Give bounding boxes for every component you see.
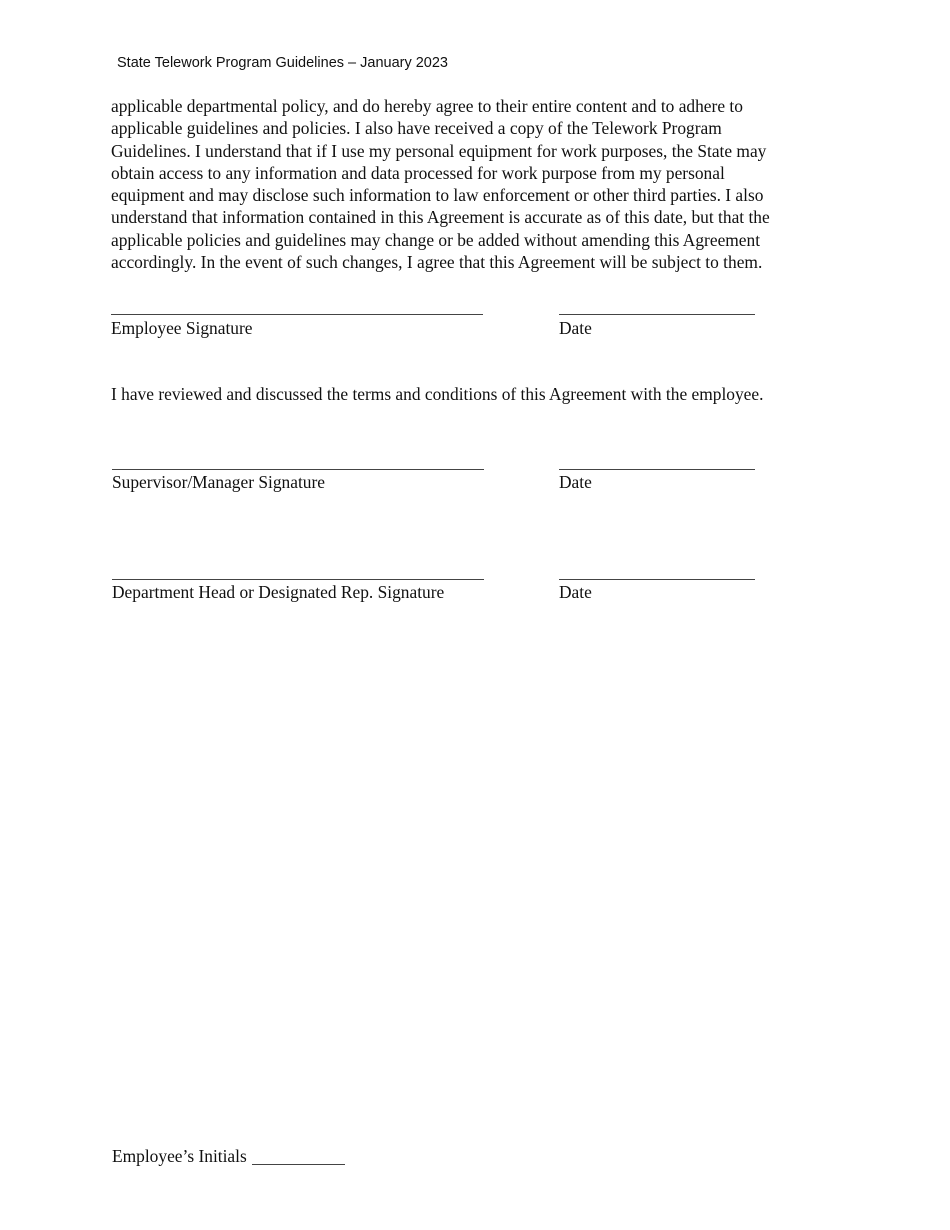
employee-date-label: Date: [559, 318, 592, 338]
department-head-signature-label: Department Head or Designated Rep. Signature: [112, 582, 445, 602]
department-head-signature-line[interactable]: [112, 579, 484, 580]
supervisor-signature-label: Supervisor/Manager Signature: [112, 472, 325, 492]
paragraph-line: accordingly. In the event of such changes, I agree that this Agreement will be subject to them.: [111, 252, 763, 273]
paragraph-line: obtain access to any information and data processed for work purpose from my personal: [111, 162, 725, 183]
paragraph-line: applicable policies and guidelines may change or be added without amending this Agreement: [111, 229, 761, 250]
paragraph-line: Guidelines. I understand that if I use my personal equipment for work purposes, the State may: [111, 140, 767, 161]
employee-initials-line[interactable]: [252, 1164, 345, 1165]
employee-date-line[interactable]: [559, 314, 755, 315]
page-header: State Telework Program Guidelines – January 2023: [117, 55, 449, 71]
paragraph-line: understand that information contained in this Agreement is accurate as of this date, but that the: [111, 207, 770, 228]
department-head-date-label: Date: [559, 582, 592, 602]
employee-signature-label: Employee Signature: [111, 318, 253, 338]
paragraph-line: equipment and may disclose such information to law enforcement or other third parties. I also: [111, 185, 764, 206]
paragraph-line: applicable departmental policy, and do hereby agree to their entire content and to adhere to: [111, 96, 743, 116]
employee-signature-line[interactable]: [111, 314, 483, 315]
supervisor-signature-line[interactable]: [112, 469, 484, 470]
review-statement: I have reviewed and discussed the terms and conditions of this Agreement with the employee.: [111, 384, 764, 404]
paragraph-line: applicable guidelines and policies. I also have received a copy of the Telework Program: [111, 118, 722, 139]
employee-initials-label: Employee’s Initials: [112, 1146, 247, 1166]
supervisor-date-line[interactable]: [559, 469, 755, 470]
supervisor-date-label: Date: [559, 472, 592, 492]
employee-initials: [112, 1146, 345, 1167]
agreement-paragraph: [111, 95, 831, 273]
department-head-date-line[interactable]: [559, 579, 755, 580]
